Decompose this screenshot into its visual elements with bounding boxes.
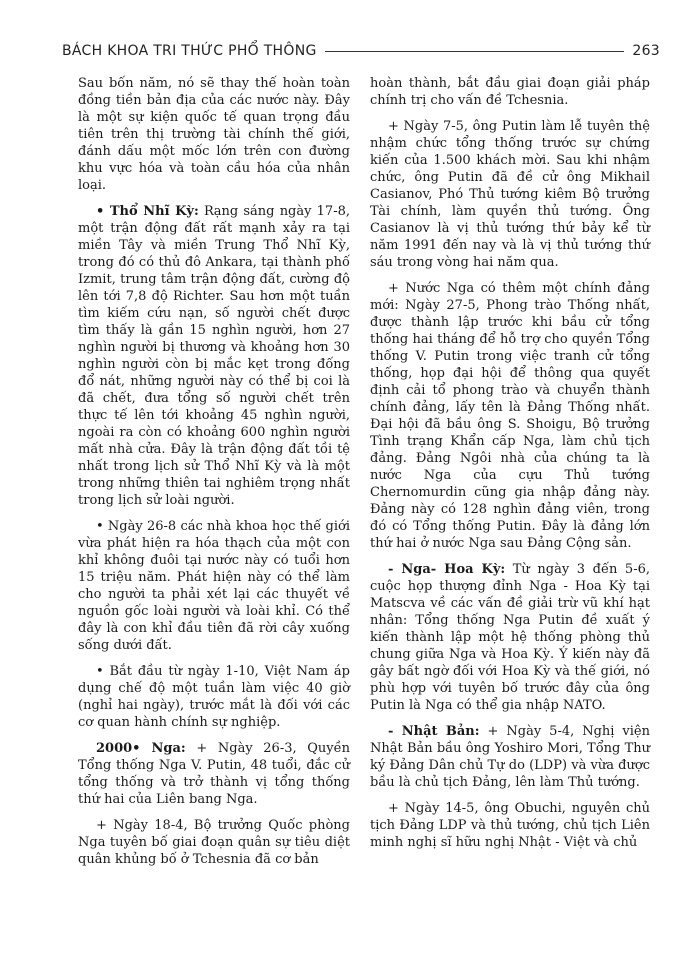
paragraph-obuchi: + Ngày 14-5, ông Obuchi, nguyên chủ tịch Đảng LDP và thủ tướng, chủ tịch Liên minh nghị sĩ hữu nghị Nhật - Việt và chủ [370,801,650,850]
paragraph-turkey [78,203,350,509]
paragraph-russia-2000 [78,740,350,808]
paragraph-body: Từ ngày 3 đến 5-6, cuộc họp thượng đỉnh Nga - Hoa Kỳ tại Matscva về các vấn đề giải trừ vũ khí hạt nhân: Tổng thống Nga Putin đề xuất ý kiến thành lập một hệ thống phòng thủ chung giữa Nga và Hoa Kỳ. Ý kiến này đã gây bất ngờ đối với Hoa Kỳ và thế giới, nó phù hợp với tuyên bố trước đây của ông Putin là Nga có thể gia nhập NATO. [370,562,650,713]
page-header [62,40,660,62]
paragraph-lead: - Nhật Bản: [388,724,480,739]
right-column [370,75,650,860]
paragraph-inauguration: + Ngày 7-5, ông Putin làm lễ tuyên thệ nhậm chức tổng thống trước sự chứng kiến của 1.500 khách mời. Sau khi nhậm chức, ông Putin đã đề cử ông Mikhail Casianov, Phó Thủ tướng kiêm Bộ trưởng Tài chính, làm quyền thủ tướng. Ông Casianov là vị thủ tướng thứ bảy kể từ năm 1991 đến nay và là vị thủ tướng thứ sáu trong vòng hai năm qua. [370,119,650,270]
paragraph-lead: - Nga- Hoa Kỳ: [388,562,506,577]
paragraph-body: + Ngày 26-3, Quyền Tổng thống Nga V. Putin, 48 tuổi, đắc cử tổng thống và trở thành vị tổng thống thứ hai của Liên bang Nga. [78,741,351,807]
paragraph-defense: + Ngày 18-4, Bộ trưởng Quốc phòng Nga tuyên bố giai đoạn quân sự tiêu diệt quân khủng bố ở Tchesnia đã cơ bản [78,818,350,867]
paragraph-fossil: • Ngày 26-8 các nhà khoa học thế giới vừa phát hiện ra hóa thạch của một con khỉ không đuôi tại nước này có tuổi hơn 15 triệu năm. Phát hiện này có thể làm cho người ta phải xét lại các thuyết về nguồn gốc loài người và loài khỉ. Có thể đây là con khỉ đầu tiên đã rời cây xuống sống dưới đất. [78,519,350,653]
paragraph-lead: • Thổ Nhĩ Kỳ: [96,204,199,219]
paragraph-euro: Sau bốn năm, nó sẽ thay thế hoàn toàn đồng tiền bản địa của các nước này. Đây là một sự kiện quốc tế quan trọng đầu tiên trên thị trường tài chính thế giới, đánh dấu một mốc lớn trên con đường khu vực hóa và toàn cầu hóa của nhân loại. [78,76,350,193]
paragraph-body: Rạng sáng ngày 17-8, một trận động đất rất mạnh xảy ra tại miền Tây và miền Trung Thổ Nhĩ Kỳ, trong đó có thủ đô Ankara, tại thành phố Izmit, trung tâm trận động đất, cường độ lên tới 7,8 độ Richter. Sau hơn một tuần tìm kiếm cứu nạn, số người chết được tìm thấy là gần 15 nghìn người, hơn 27 nghìn người bị thương và khoảng hơn 30 nghìn người còn bị mắc kẹt trong đống đổ nát, những người này có thể bị coi là đã chết, đưa tổng số người chết trên thực tế lên tới khoảng 45 nghìn người, ngoài ra còn có khoảng 600 nghìn người mất nhà cửa. Đây là trận động đất tồi tệ nhất trong lịch sử Thổ Nhĩ Kỳ và là một trong những thiên tai nghiêm trọng nhất trong lịch sử loài người. [78,204,351,508]
header-rule [325,51,625,52]
running-title: BÁCH KHOA TRI THỨC PHỔ THÔNG [62,43,317,59]
paragraph-body: + Ngày 5-4, Nghị viện Nhật Bản bầu ông Yoshiro Mori, Tổng Thư ký Đảng Dân chủ Tự do (LDP) và vừa được bầu là chủ tịch Đảng, lên làm Thủ tướng. [370,724,650,790]
paragraph-japan [370,723,650,791]
paragraph-vietnam: • Bắt đầu từ ngày 1-10, Việt Nam áp dụng chế độ một tuần làm việc 40 giờ (nghỉ hai ngày), trước mắt là đối với các cơ quan hành chính sự nghiệp. [78,664,350,730]
paragraph-russia-us [370,561,650,714]
paragraph-new-party: + Nước Nga có thêm một chính đảng mới: Ngày 27-5, Phong trào Thống nhất, được thành lập trước khi bầu cử tổng thống hai tháng để hỗ trợ cho quyền Tổng thống V. Putin trong việc tranh cử tổng thống, họp đại hội để thông qua quyết định cải tổ phong trào và chuyển thành chính đảng, lấy tên là Đảng Thống nhất. Đại hội đã bầu ông S. Shoigu, Bộ trưởng Tình trạng Khẩn cấp Nga, làm chủ tịch đảng. Đảng Ngôi nhà của chúng ta là nước Nga của cựu Thủ tướng Chernomurdin cũng gia nhập đảng này. Đảng này có 128 nghìn đảng viên, trong đó có Tổng thống Putin. Đây là đảng lớn thứ hai ở nước Nga sau Đảng Cộng sản. [370,281,650,551]
left-column [78,75,350,877]
page-number: 263 [632,43,660,59]
paragraph-continued: hoàn thành, bắt đầu giai đoạn giải pháp chính trị cho vấn đề Tchesnia. [370,76,650,108]
paragraph-lead: 2000• Nga: [96,741,186,756]
